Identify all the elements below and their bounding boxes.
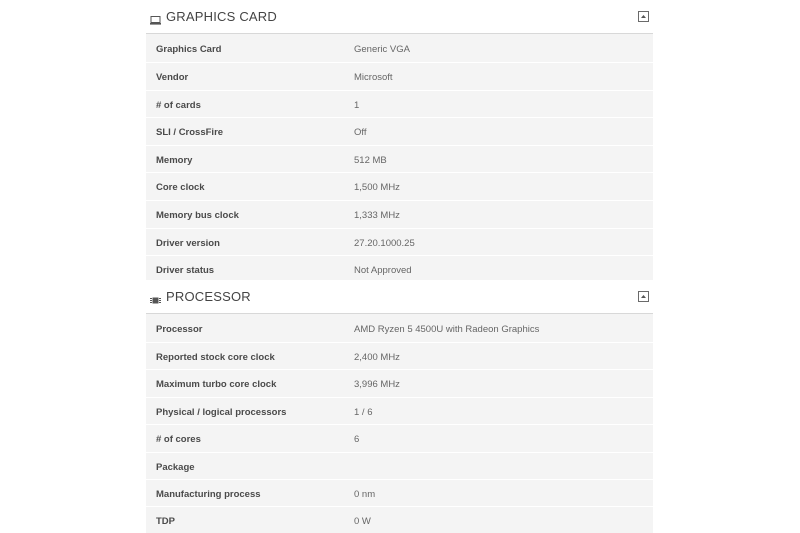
graphics-card-header [146, 0, 653, 34]
table-row [146, 453, 653, 480]
graphics-card-table [146, 34, 653, 283]
row-value: Not Approved [354, 265, 412, 277]
table-row [146, 201, 653, 229]
row-label: Vendor [156, 72, 189, 83]
processor-header [146, 280, 653, 314]
row-value: 1 [354, 99, 360, 111]
row-value: 6 [354, 434, 360, 446]
row-value: AMD Ryzen 5 4500U with Radeon Graphics [354, 324, 540, 335]
table-row [146, 370, 653, 397]
table-row [146, 118, 653, 146]
collapse-icon [639, 12, 648, 21]
table-row [146, 314, 653, 343]
row-value: 1,500 MHz [354, 182, 400, 194]
processor-table [146, 314, 653, 533]
table-row [146, 91, 653, 119]
row-label: Package [156, 461, 195, 473]
graphics-card-title: GRAPHICS CARD [166, 9, 277, 24]
processor-title: PROCESSOR [166, 289, 251, 304]
row-label: # of cores [156, 434, 201, 446]
row-value: Generic VGA [354, 44, 410, 55]
processor-collapse-button[interactable] [638, 291, 649, 302]
row-value: 0 nm [354, 488, 376, 500]
row-value: 27.20.1000.25 [354, 237, 415, 249]
table-row [146, 173, 653, 201]
collapse-icon [639, 292, 648, 301]
table-row [146, 256, 653, 283]
graphics-card-section [146, 0, 653, 283]
row-value: 1 / 6 [354, 406, 373, 418]
table-row [146, 425, 653, 452]
table-row [146, 343, 653, 370]
row-label: Core clock [156, 182, 205, 194]
row-label: Maximum turbo core clock [156, 379, 277, 391]
row-value: 1,333 MHz [354, 209, 400, 221]
row-label: # of cards [156, 99, 201, 111]
row-label: SLI / CrossFire [156, 127, 224, 139]
cpu-chip-icon [150, 292, 161, 301]
row-label: Physical / logical processors [156, 406, 287, 418]
graphics-card-collapse-button[interactable] [638, 11, 649, 22]
table-row [146, 507, 653, 533]
row-label: TDP [156, 516, 175, 528]
table-row [146, 480, 653, 507]
row-label: Reported stock core clock [156, 352, 275, 363]
row-label: Driver version [156, 237, 220, 249]
row-value: 512 MB [354, 154, 387, 166]
row-label: Memory [156, 154, 193, 166]
processor-section [146, 280, 653, 533]
row-value: Off [354, 127, 367, 139]
row-label: Processor [156, 324, 203, 335]
row-label: Graphics Card [156, 44, 222, 55]
row-value: 3,996 MHz [354, 379, 400, 391]
row-label: Memory bus clock [156, 209, 239, 221]
table-row [146, 398, 653, 425]
table-row [146, 34, 653, 63]
table-row [146, 229, 653, 257]
row-label: Manufacturing process [156, 488, 261, 500]
row-label: Driver status [156, 265, 215, 277]
row-value: 0 W [354, 516, 371, 528]
table-row [146, 63, 653, 91]
monitor-icon [150, 12, 161, 21]
table-row [146, 146, 653, 174]
row-value: 2,400 MHz [354, 352, 400, 363]
row-value: Microsoft [354, 72, 393, 83]
